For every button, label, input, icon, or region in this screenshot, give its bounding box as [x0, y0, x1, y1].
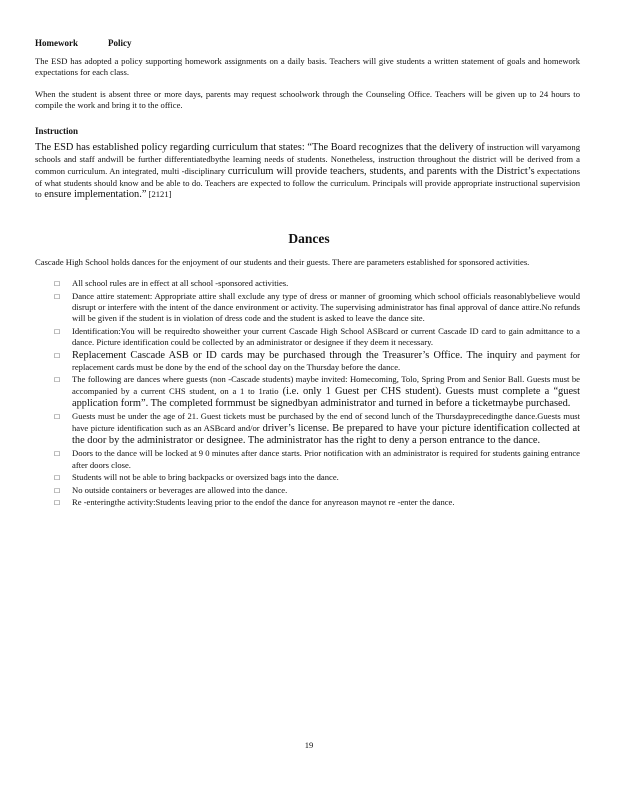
homework-paragraph-1: The ESD has adopted a policy supporting homework assignments on a daily basis. Teachers will give students a written statement of goals and homework expectations for each class. [35, 56, 580, 78]
homework-policy-section [35, 38, 580, 111]
instruction-paragraph [35, 142, 580, 201]
checkbox-bullet-icon: □ [54, 498, 60, 508]
list-item-text: All school rules are in effect at all school -sponsored activities. [72, 278, 289, 289]
instruction-title: Instruction [35, 126, 79, 136]
checkbox-bullet-icon: □ [54, 279, 60, 289]
dances-intro: Cascade High School holds dances for the enjoyment of our students and their guests. There are parameters established for sponsored activities. [35, 257, 530, 267]
list-item [35, 278, 580, 289]
list-item-text: and payment for replacement cards must be done by the end of the school day on the Thursday before the dance. [72, 349, 580, 372]
list-item-lead: Replacement Cascade ASB or ID cards may be purchased through the Treasurer’s Office. The inquiry [72, 349, 517, 361]
list-item [35, 326, 580, 348]
list-item [35, 472, 580, 483]
checkbox-bullet-icon: □ [54, 485, 60, 495]
instruction-lead: The ESD has established policy regarding curriculum that states: “The Board recognizes that the delivery of [35, 142, 485, 154]
list-item [35, 497, 580, 508]
list-item-tail: driver’s license. Be prepared to have your picture identification collected at the door by the administrator or designee. The administrator has the right to deny a person entrance to the dance. [72, 422, 580, 446]
list-item [35, 485, 580, 496]
homework-title-left: Homework [35, 38, 78, 48]
list-item-text: The following are dances where guests (non -Cascade students) maybe invited: Homecoming, Tolo, Spring Prom and Senior Ball. Guests must be accompanied by a current CHS student, on a 1 to 1ratio [72, 374, 580, 396]
page-number: 19 [304, 740, 314, 750]
homework-policy-title [35, 38, 580, 49]
homework-paragraph-2: When the student is absent three or more days, parents may request schoolwork through the Counseling Office. Teachers will be given up to 24 hours to compile the work and bring it to the office. [35, 88, 580, 110]
dances-rules-list [35, 278, 580, 508]
list-item [35, 291, 580, 325]
instruction-end: ensure implementation.” [41, 189, 147, 201]
list-item-text: Identification:You will be requiredto showeither your current Cascade High School ASBcard or current Cascade ID card to gain admittance to a dance. Picture identification could be collected by an administrator or designee if they deem it necessary. [72, 325, 580, 347]
checkbox-bullet-icon: □ [54, 326, 60, 336]
checkbox-bullet-icon: □ [54, 291, 60, 301]
list-item [35, 411, 580, 447]
instruction-body-2: expectations of what students should know and be able to do. Teachers are expected to follow the curriculum. Principals will provide appropriate instructional supervision to [35, 165, 580, 200]
checkbox-bullet-icon: □ [54, 350, 60, 360]
checkbox-bullet-icon: □ [54, 449, 60, 459]
checkbox-bullet-icon: □ [54, 412, 60, 422]
list-item-text: Guests must be under the age of 21. Guest tickets must be purchased by the end of second lunch of the Thursdayprecedingthe dance.Guests must have picture identification such as an ASBcard and/or [72, 411, 580, 433]
dances-section [35, 257, 580, 510]
list-item-text: No outside containers or beverages are allowed into the dance. [72, 484, 288, 495]
list-item [35, 448, 580, 470]
list-item-text: Students will not be able to bring backpacks or oversized bags into the dance. [72, 472, 339, 483]
instruction-ref: [2121] [146, 189, 172, 200]
instruction-body-1: instruction will varyamong schools and staff andwill be further differentiatedbythe learning needs of students. Nonetheless, instruction throughout the district will be derived from a common curriculum. An integrated, multi -disciplinary [35, 142, 580, 176]
list-item [35, 350, 580, 373]
list-item-tail: (i.e. only 1 Guest per CHS student). Guests must complete a “guest application form”. The completed formmust be signedbyan administrator and turned in before a ticketmaybe purchased. [72, 385, 580, 409]
checkbox-bullet-icon: □ [54, 473, 60, 483]
instruction-section [35, 126, 580, 201]
checkbox-bullet-icon: □ [54, 375, 60, 385]
list-item-text: Doors to the dance will be locked at 9 0 minutes after dance starts. Prior notification with an administrator is required for students gaining entrance after doors close. [72, 448, 580, 470]
list-item [35, 374, 580, 410]
homework-title-right: Policy [108, 38, 132, 48]
list-item-text: Re -enteringthe activity:Students leaving prior to the endof the dance for anyreason maynot re -enter the dance. [72, 497, 455, 508]
list-item-text: Dance attire statement: Appropriate attire shall exclude any type of dress or manner of grooming which school officials reasonablybelieve would disrupt or interfere with the intent of the dance environment or activity. The supervising administrator has final approval of dance attire.No refunds will be given if the student is in violation of dress code and the student is asked to leave the dance site. [72, 290, 580, 324]
dances-heading: Dances [288, 231, 330, 246]
instruction-mid: curriculum will provide teachers, students, and parents with the District’s [225, 165, 535, 177]
